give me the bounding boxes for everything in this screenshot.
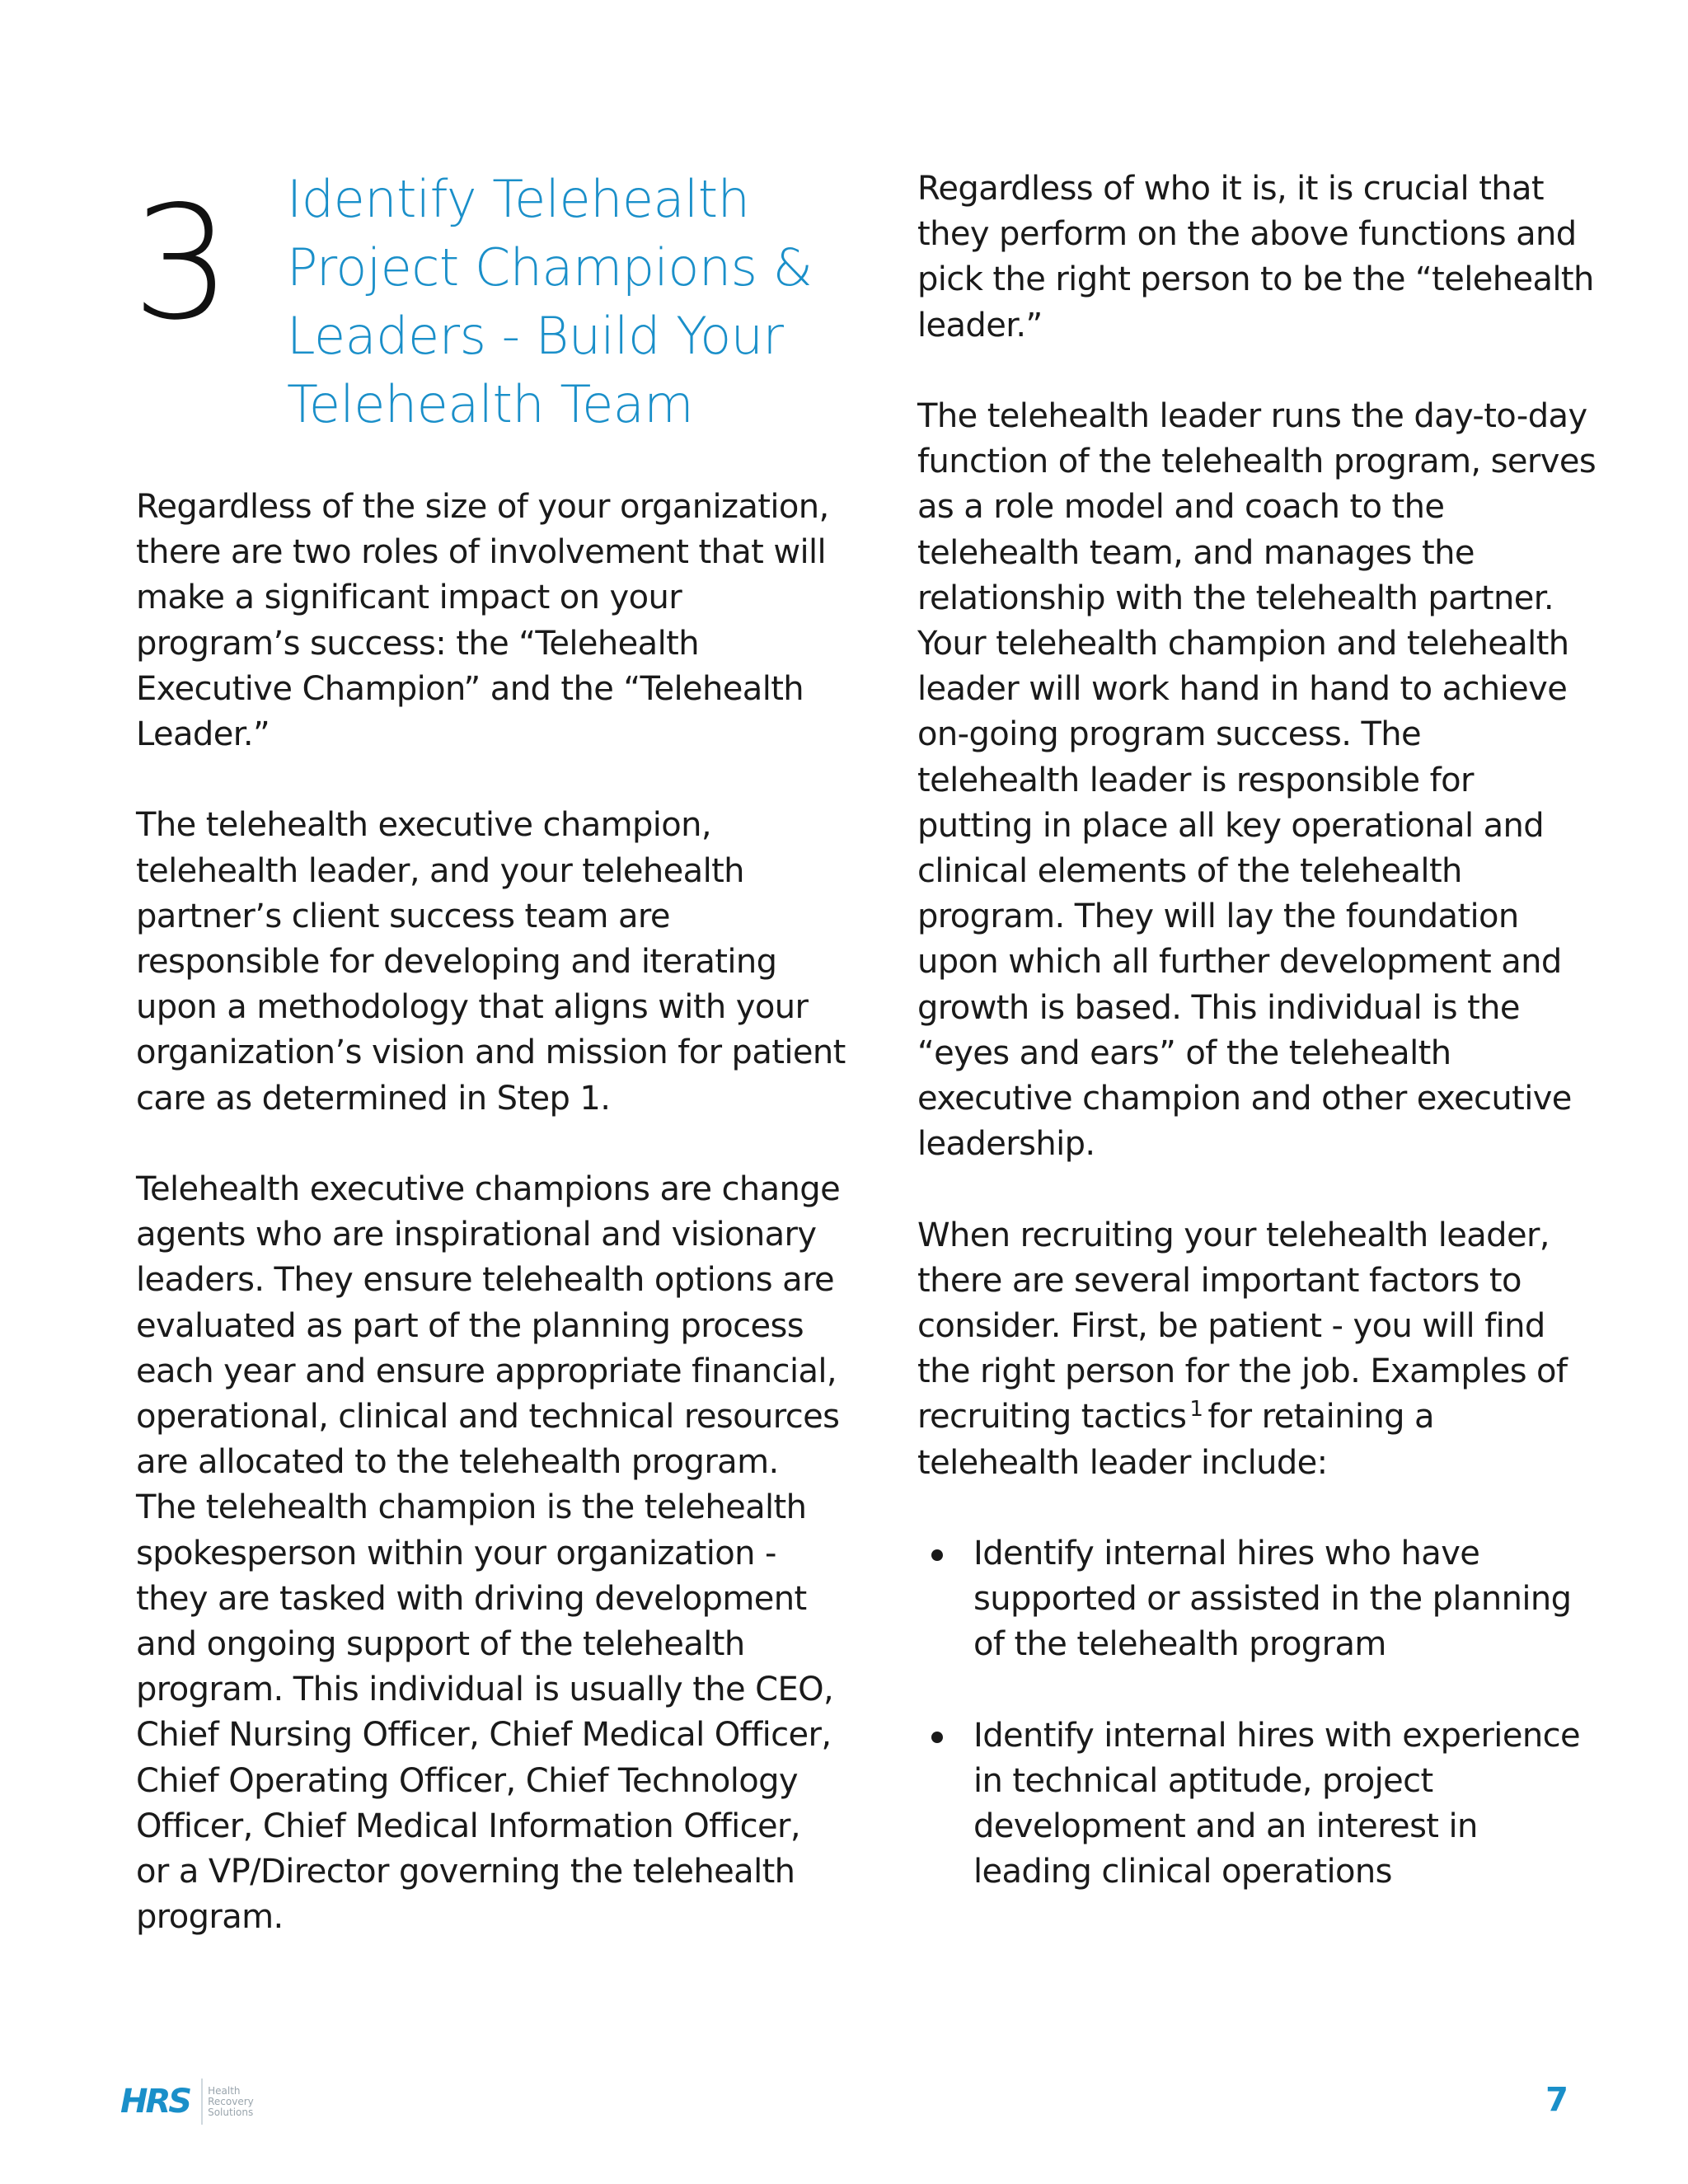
- logo-wordmark: [208, 2086, 254, 2118]
- paragraph-roles: [136, 485, 845, 757]
- text-line: on-going program success. The: [917, 715, 1422, 754]
- text-line: make a significant impact on your: [136, 579, 682, 617]
- text-line: Chief Nursing Officer, Chief Medical Officer,: [136, 1716, 832, 1755]
- text-line: agents who are inspirational and visionary: [136, 1216, 817, 1254]
- text-line: telehealth leader is responsible for: [917, 761, 1474, 799]
- hrs-logo: [120, 2077, 254, 2126]
- text-line: evaluated as part of the planning process: [136, 1306, 804, 1345]
- text-line: program. They will lay the foundation: [917, 898, 1519, 936]
- text-line: executive champion and other executive: [917, 1080, 1572, 1118]
- text-line: consider. First, be patient - you will find: [917, 1307, 1545, 1346]
- text-line: Telehealth executive champions are change: [136, 1170, 841, 1209]
- bullet-icon: [931, 1549, 943, 1561]
- paragraph-responsibilities: [136, 803, 845, 1121]
- text-line-with-footnote: [917, 1394, 1626, 1440]
- recruiting-tactics-list: [917, 1531, 1626, 1896]
- footnote-reference[interactable]: 1: [1189, 1397, 1203, 1422]
- heading-line: Telehealth Team: [287, 374, 694, 434]
- text-line: as a role model and coach to the: [917, 488, 1445, 527]
- paragraph-executive-champions: [136, 1167, 845, 1940]
- text-line: relationship with the telehealth partner.: [917, 579, 1554, 617]
- text-line: growth is based. This individual is the: [917, 988, 1520, 1027]
- text-line: telehealth team, and manages the: [917, 533, 1475, 572]
- logo-word: Recovery: [208, 2095, 254, 2107]
- heading-line: Identify Telehealth: [287, 169, 750, 229]
- section-heading: [287, 165, 813, 438]
- text-line: program’s success: the “Telehealth: [136, 624, 699, 663]
- text-line: When recruiting your telehealth leader,: [917, 1216, 1550, 1254]
- text-line: telehealth leader include:: [917, 1443, 1328, 1482]
- text-line: Identify internal hires with experience: [973, 1716, 1580, 1755]
- text-line: are allocated to the telehealth program.: [136, 1443, 779, 1482]
- text-line: organization’s vision and mission for patient: [136, 1033, 846, 1072]
- logo-word: Solutions: [208, 2106, 254, 2118]
- text-line: each year and ensure appropriate financial,: [136, 1352, 837, 1390]
- left-column: [136, 485, 845, 1986]
- text-line: Regardless of the size of your organization,: [136, 488, 829, 526]
- text-line: Regardless of who it is, it is crucial that: [917, 170, 1545, 208]
- text-line: the right person for the job. Examples of: [917, 1352, 1568, 1391]
- text-line: they perform on the above functions and: [917, 215, 1577, 254]
- text-line: pick the right person to be the “telehealth: [917, 260, 1594, 299]
- text-line: there are two roles of involvement that will: [136, 533, 827, 572]
- list-item: [917, 1713, 1626, 1896]
- step-number: 3: [132, 172, 228, 354]
- text-line: operational, clinical and technical resources: [136, 1398, 840, 1436]
- text-line: clinical elements of the telehealth: [917, 852, 1462, 891]
- text-line: there are several important factors to: [917, 1261, 1522, 1300]
- text-line: The telehealth executive champion,: [136, 806, 712, 845]
- text-line: function of the telehealth program, serves: [917, 443, 1597, 481]
- text-line: “eyes and ears” of the telehealth: [917, 1033, 1451, 1072]
- text-line: partner’s client success team are: [136, 897, 670, 935]
- text-line: responsible for developing and iterating: [136, 943, 777, 982]
- text-line: supported or assisted in the planning: [973, 1580, 1572, 1619]
- text-line: care as determined in Step 1.: [136, 1079, 611, 1118]
- paragraph-leader-role: [917, 394, 1626, 1167]
- text-line: or a VP/Director governing the telehealth: [136, 1853, 795, 1891]
- logo-word: Health: [208, 2084, 241, 2097]
- text-line: Executive Champion” and the “Telehealth: [136, 669, 804, 708]
- text-line: leader will work hand in hand to achieve: [917, 670, 1568, 709]
- text-line: and ongoing support of the telehealth: [136, 1625, 745, 1664]
- footnote-line-start: recruiting tactics: [917, 1398, 1187, 1436]
- text-line: The telehealth champion is the telehealth: [136, 1488, 807, 1527]
- text-line: leadership.: [917, 1125, 1095, 1164]
- text-line: of the telehealth program: [973, 1625, 1386, 1664]
- text-line: Identify internal hires who have: [973, 1535, 1480, 1573]
- text-line: putting in place all key operational and: [917, 806, 1545, 845]
- footnote-line-end: for retaining a: [1207, 1398, 1434, 1436]
- text-line: Leader.”: [136, 715, 270, 754]
- text-line: they are tasked with driving development: [136, 1579, 807, 1618]
- page-number: 7: [1545, 2081, 1568, 2119]
- right-column: [917, 166, 1626, 1941]
- text-line: program.: [136, 1898, 284, 1937]
- text-line: Officer, Chief Medical Information Officer,: [136, 1807, 800, 1845]
- logo-mark: HRS: [120, 2083, 190, 2121]
- text-line: Your telehealth champion and telehealth: [917, 625, 1569, 663]
- text-line: leading clinical operations: [973, 1853, 1392, 1891]
- text-line: development and an interest in: [973, 1807, 1478, 1846]
- text-line: in technical aptitude, project: [973, 1762, 1433, 1801]
- heading-line: Leaders - Build Your: [287, 306, 784, 366]
- text-line: telehealth leader, and your telehealth: [136, 851, 744, 890]
- text-line: upon which all further development and: [917, 943, 1562, 982]
- paragraph-crucial: [917, 166, 1626, 349]
- logo-divider: [201, 2079, 203, 2125]
- paragraph-recruiting: [917, 1213, 1626, 1486]
- heading-line: Project Champions &: [287, 237, 813, 298]
- text-line: leaders. They ensure telehealth options are: [136, 1261, 835, 1300]
- text-line: The telehealth leader runs the day-to-day: [917, 397, 1587, 435]
- text-line: leader.”: [917, 306, 1043, 344]
- bullet-icon: [931, 1732, 943, 1743]
- text-line: upon a methodology that aligns with your: [136, 988, 809, 1027]
- text-line: program. This individual is usually the CEO,: [136, 1671, 834, 1709]
- list-item: [917, 1531, 1626, 1668]
- text-line: spokesperson within your organization -: [136, 1534, 776, 1572]
- text-line: Chief Operating Officer, Chief Technology: [136, 1761, 798, 1800]
